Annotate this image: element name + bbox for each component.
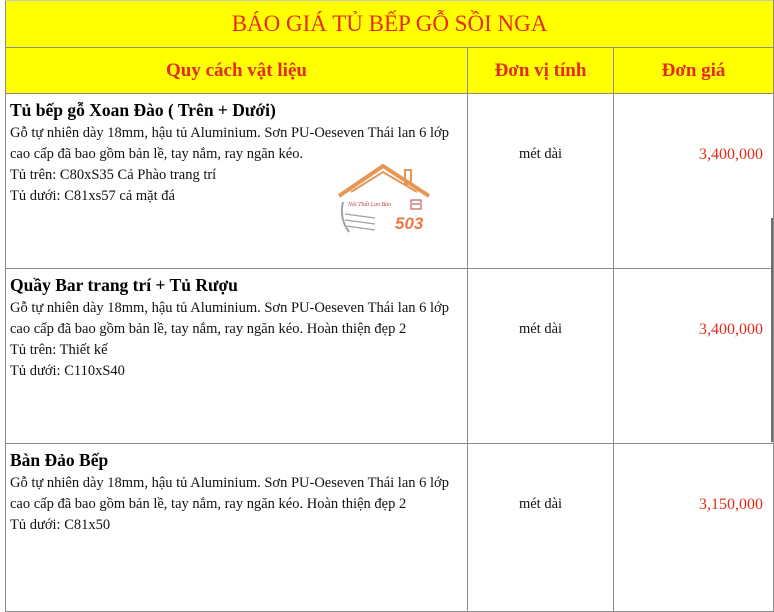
table-row bbox=[6, 269, 774, 444]
price-table bbox=[5, 0, 774, 612]
header-row bbox=[6, 48, 774, 94]
column-divider bbox=[771, 218, 773, 442]
title-row bbox=[6, 1, 774, 48]
header-price[interactable]: Đơn giá bbox=[614, 48, 774, 94]
watermark-number: 503 bbox=[395, 214, 424, 233]
spec-line: Gỗ tự nhiên dày 18mm, hậu tủ Aluminium. Sơn PU-Oeseven Thái lan 6 lớp bbox=[10, 125, 449, 141]
item-name: Quầy Bar trang trí + Tủ Rượu bbox=[10, 275, 238, 295]
price-cell[interactable]: 3,150,000 bbox=[614, 444, 774, 612]
unit-cell[interactable]: mét dài bbox=[468, 444, 614, 612]
watermark-logo bbox=[335, 160, 445, 240]
item-name: Bàn Đảo Bếp bbox=[10, 450, 109, 470]
spec-line: Tủ trên: C80xS35 Cả Phào trang trí bbox=[10, 167, 217, 183]
table-row bbox=[6, 444, 774, 612]
spec-line: Gỗ tự nhiên dày 18mm, hậu tủ Aluminium. Sơn PU-Oeseven Thái lan 6 lớp bbox=[10, 475, 449, 491]
item-name: Tủ bếp gỗ Xoan Đào ( Trên + Dưới) bbox=[10, 100, 276, 120]
unit-cell[interactable]: mét dài bbox=[468, 269, 614, 444]
spec-line: Tủ dưới: C81x50 bbox=[10, 517, 111, 533]
spec-cell[interactable] bbox=[6, 444, 468, 612]
watermark-text: Nội Thất Lan Bảo bbox=[348, 202, 392, 208]
spec-cell[interactable] bbox=[6, 269, 468, 444]
price-cell[interactable]: 3,400,000 bbox=[614, 269, 774, 444]
spec-line: Tủ trên: Thiết kế bbox=[10, 342, 108, 358]
spec-line: cao cấp đã bao gồm bản lề, tay nắm, ray ngăn kéo. Hoàn thiện đẹp 2 bbox=[10, 496, 407, 512]
unit-cell[interactable]: mét dài bbox=[468, 94, 614, 269]
spec-line: Gỗ tự nhiên dày 18mm, hậu tủ Aluminium. Sơn PU-Oeseven Thái lan 6 lớp bbox=[10, 300, 449, 316]
spec-line: Tủ dưới: C81xs57 cả mặt đá bbox=[10, 188, 175, 204]
house-logo-icon bbox=[335, 160, 445, 240]
header-spec[interactable]: Quy cách vật liệu bbox=[6, 48, 468, 94]
sheet-title[interactable]: BÁO GIÁ TỦ BẾP GỖ SỒI NGA bbox=[6, 1, 774, 48]
header-unit[interactable]: Đơn vị tính bbox=[468, 48, 614, 94]
spec-line: cao cấp đã bao gồm bản lề, tay nắm, ray ngăn kéo. Hoàn thiện đẹp 2 bbox=[10, 321, 407, 337]
spec-line: Tủ dưới: C110xS40 bbox=[10, 363, 125, 379]
spec-line: cao cấp đã bao gồm bản lề, tay nắm, ray ngăn kéo. bbox=[10, 146, 304, 162]
price-cell[interactable]: 3,400,000 bbox=[614, 94, 774, 269]
